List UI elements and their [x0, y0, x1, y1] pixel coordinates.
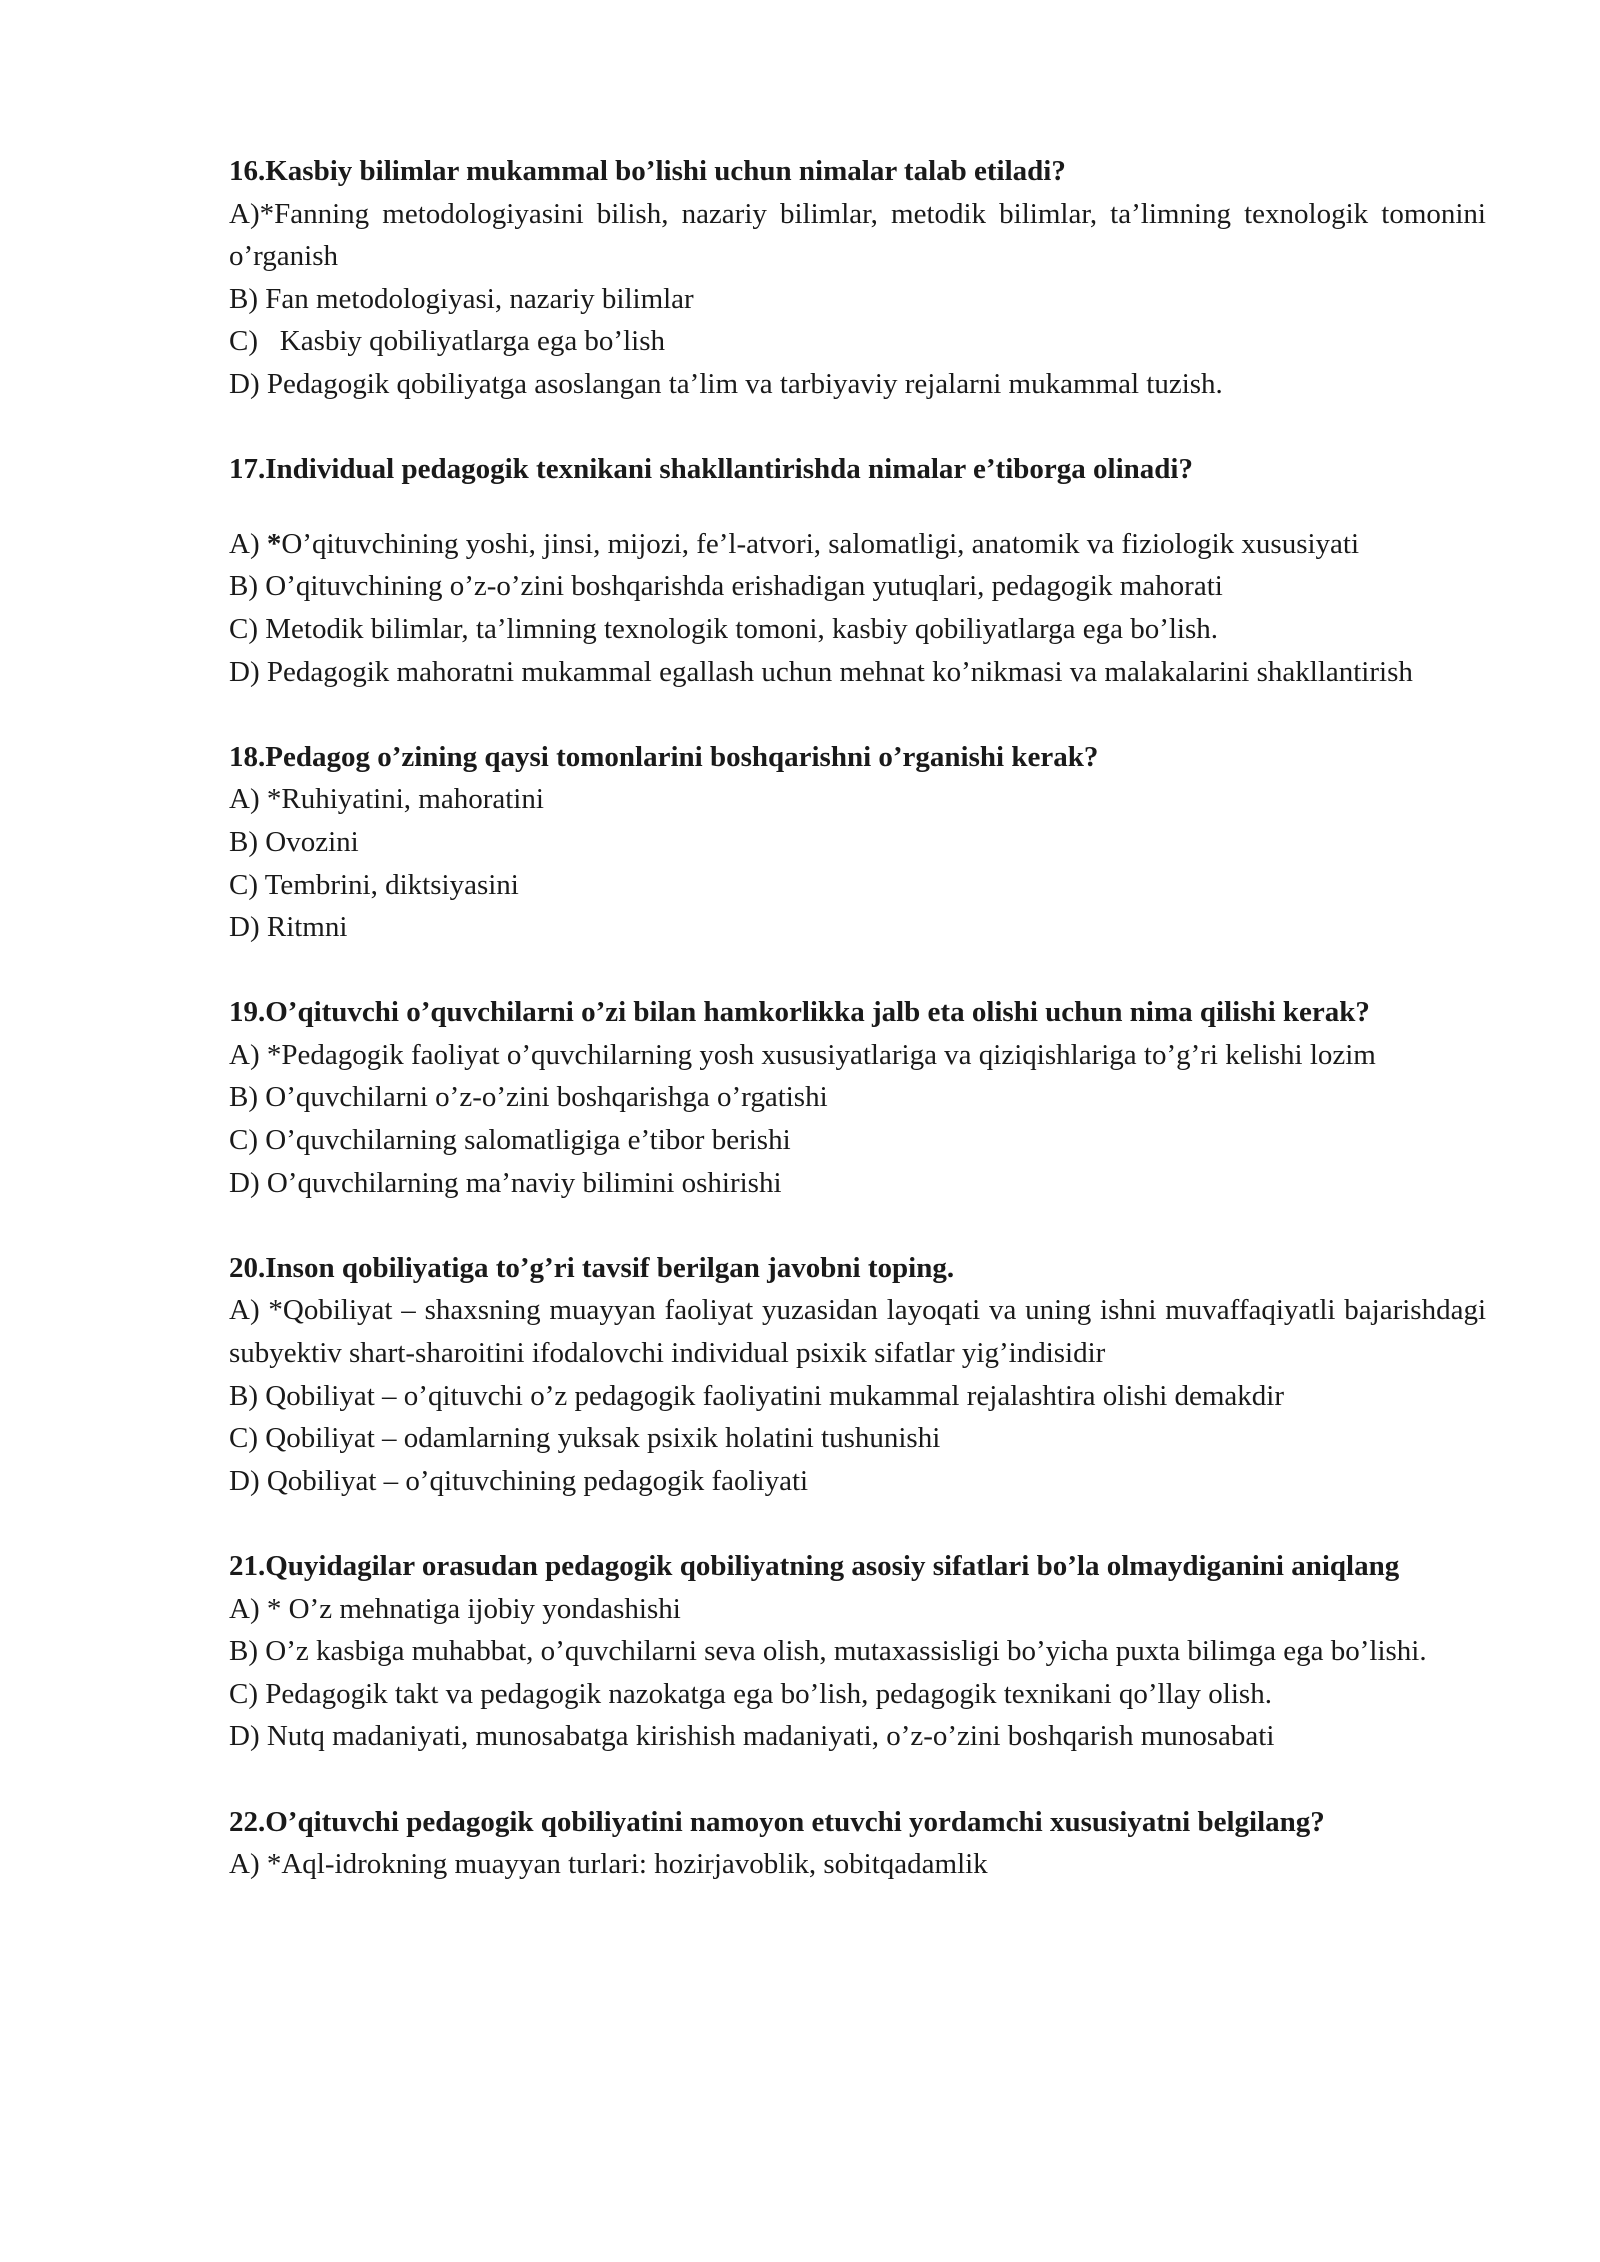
answer-option-d: D) Nutq madaniyati, munosabatga kirishish madaniyati, o’z-o’zini boshqarish munosabati — [229, 1720, 1275, 1753]
answer-option-a: A) *Pedagogik faoliyat o’quvchilarning yosh xususiyatlariga va qiziqishlariga to’g’ri kelishi lozim — [229, 1038, 1376, 1071]
question-20 — [229, 1247, 1486, 1503]
answer-option-a: A) *Aql-idrokning muayyan turlari: hozirjavoblik, sobitqadamlik — [229, 1848, 988, 1881]
answer-option-b: B) Qobiliyat – o’qituvchi o’z pedagogik faoliyatini mukammal rejalashtira olishi demakdir — [229, 1379, 1285, 1412]
answer-option-a: A) *Ruhiyatini, mahoratini — [229, 783, 544, 816]
answer-option-a: A) * O’z mehnatiga ijobiy yondashishi — [229, 1592, 681, 1625]
answer-option-a: A) *Qobiliyat – shaxsning muayyan faoliyat yuzasidan layoqati va uning ishni muvaffaqiyatli bajarishdagi subyektiv shart-sharoitini ifodalovchi individual psixik sifatlar yig’indisidir — [229, 1294, 1486, 1370]
answer-option-c: C) Pedagogik takt va pedagogik nazokatga ega bo’lish, pedagogik texnikani qo’llay olish. — [229, 1677, 1272, 1710]
question-22 — [229, 1801, 1486, 1886]
question-title: 19.O’qituvchi o’quvchilarni o’zi bilan hamkorlikka jalb eta olishi uchun nima qilishi kerak? — [229, 996, 1370, 1029]
question-17 — [229, 448, 1486, 693]
option-text: O’qituvchining yoshi, jinsi, mijozi, fe’l-atvori, salomatligi, anatomik va fiziologik xususiyati — [281, 527, 1360, 560]
question-title: 22.O’qituvchi pedagogik qobiliyatini namoyon etuvchi yordamchi xususiyatni belgilang? — [229, 1805, 1325, 1838]
answer-option-b: B) O’z kasbiga muhabbat, o’quvchilarni seva olish, mutaxassisligi bo’yicha puxta bilimga ega bo’lishi. — [229, 1635, 1427, 1668]
answer-option-c: C) Kasbiy qobiliyatlarga ega bo’lish — [229, 325, 665, 358]
answer-option-c: C) O’quvchilarning salomatligiga e’tibor berishi — [229, 1124, 791, 1157]
question-title: 18.Pedagog o’zining qaysi tomonlarini boshqarishni o’rganishi kerak? — [229, 740, 1099, 773]
question-title: 17.Individual pedagogik texnikani shakllantirishda nimalar e’tiborga olinadi? — [229, 453, 1193, 486]
answer-option-d: D) Ritmni — [229, 911, 348, 944]
question-21 — [229, 1545, 1486, 1758]
question-18 — [229, 736, 1486, 949]
answer-option-a — [229, 523, 1486, 566]
answer-option-d: D) Pedagogik mahoratni mukammal egallash uchun mehnat ko’nikmasi va malakalarini shakllantirish — [229, 655, 1413, 688]
answer-option-b: B) O’qituvchining o’z-o’zini boshqarishda erishadigan yutuqlari, pedagogik mahorati — [229, 570, 1223, 603]
question-16 — [229, 150, 1486, 406]
answer-option-b: B) Ovozini — [229, 825, 359, 858]
document-content — [229, 150, 1486, 1886]
question-title: 20.Inson qobiliyatiga to’g’ri tavsif berilgan javobni toping. — [229, 1251, 955, 1284]
answer-option-c: C) Tembrini, diktsiyasini — [229, 868, 519, 901]
option-prefix: A) — [229, 527, 267, 560]
answer-option-d: D) O’quvchilarning ma’naviy bilimini oshirishi — [229, 1166, 782, 1199]
question-19 — [229, 991, 1486, 1204]
answer-option-b: B) Fan metodologiyasi, nazariy bilimlar — [229, 282, 694, 315]
answer-option-d: D) Qobiliyat – o’qituvchining pedagogik faoliyati — [229, 1464, 809, 1497]
correct-marker: * — [266, 527, 282, 560]
answer-option-b: B) O’quvchilarni o’z-o’zini boshqarishga o’rgatishi — [229, 1081, 828, 1114]
question-title: 16.Kasbiy bilimlar mukammal bo’lishi uchun nimalar talab etiladi? — [229, 155, 1066, 187]
answer-option-c: C) Metodik bilimlar, ta’limning texnologik tomoni, kasbiy qobiliyatlarga ega bo’lish. — [229, 612, 1219, 645]
answer-option-c: C) Qobiliyat – odamlarning yuksak psixik holatini tushunishi — [229, 1422, 941, 1455]
question-title: 21.Quyidagilar orasudan pedagogik qobiliyatning asosiy sifatlari bo’la olmaydiganini aniqlang — [229, 1550, 1400, 1582]
answer-option-a: A)*Fanning metodologiyasini bilish, nazariy bilimlar, metodik bilimlar, ta’limning texnologik tomonini o’rganish — [229, 197, 1486, 273]
answer-option-d: D) Pedagogik qobiliyatga asoslangan ta’lim va tarbiyaviy rejalarni mukammal tuzish. — [229, 367, 1223, 400]
